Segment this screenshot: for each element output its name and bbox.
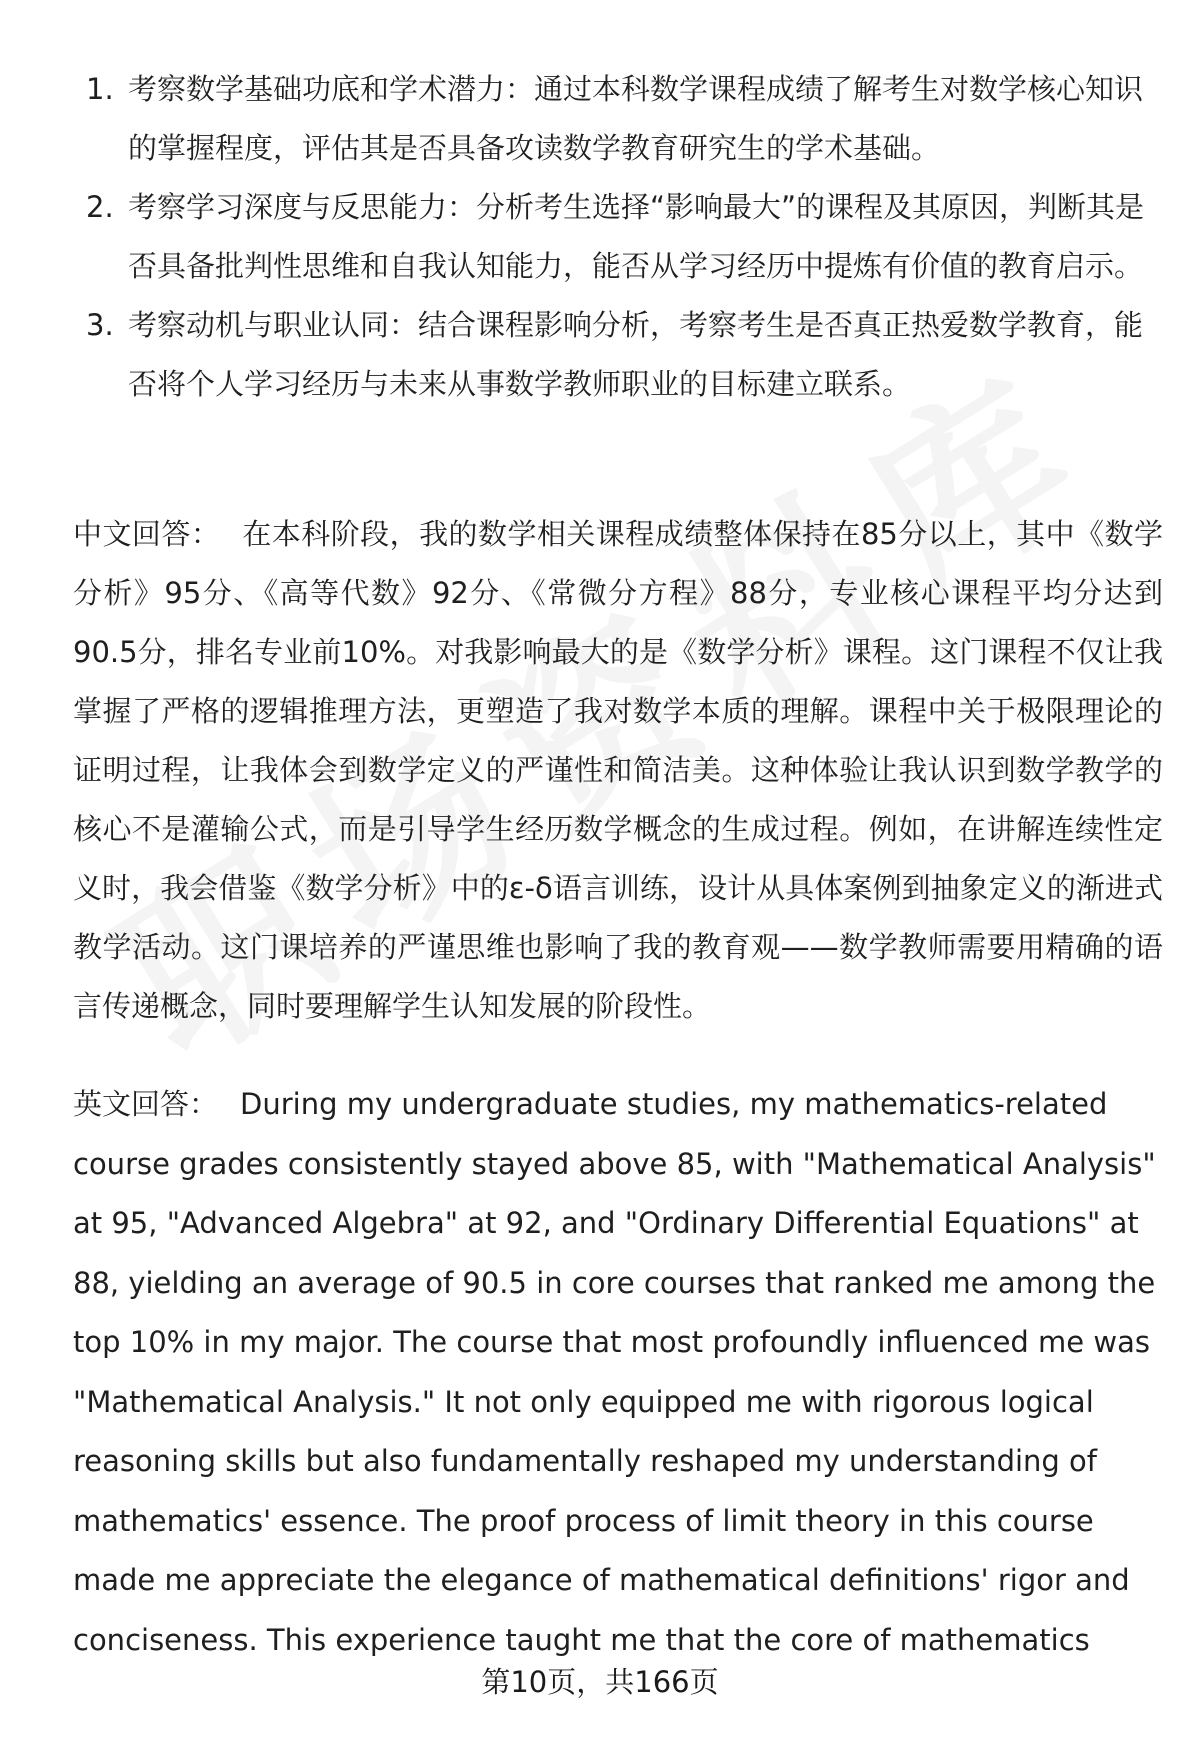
chinese-answer-text: 在本科阶段，我的数学相关课程成绩整体保持在85分以上，其中《数学分析》95分、《高等代数》92分、《常微分方程》88分，专业核心课程平均分达到90.5分，排名专业前10%。对我影响最大的是《数学分析》课程。这门课程不仅让我掌握了严格的逻辑推理方法，更塑造了我对数学本质的理解。课程中关于极限理论的证明过程，让我体会到数学定义的严谨性和简洁美。这种体验让我认识到数学教学的核心不是灌输公式，而是引导学生经历数学概念的生成过程。例如，在讲解连续性定义时，我会借鉴《数学分析》中的ε-δ语言训练，设计从具体案例到抽象定义的渐进式教学活动。这门课培养的严谨思维也影响了我的教育观——数学教师需要用精确的语言传递概念，同时要理解学生认知发展的阶段性。 [73, 517, 1163, 1023]
list-item-text: 考察动机与职业认同：结合课程影响分析，考察考生是否真正热爱数学教育，能否将个人学习经历与未来从事数学教师职业的目标建立联系。 [128, 308, 1144, 401]
english-answer-paragraph [73, 1075, 1163, 1670]
list-item [75, 178, 1145, 296]
list-item-text: 考察学习深度与反思能力：分析考生选择“影响最大”的课程及其原因，判断其是否具备批判性思维和自我认知能力，能否从学习经历中提炼有价值的教育启示。 [128, 190, 1145, 283]
list-item [75, 60, 1145, 178]
list-item [75, 296, 1145, 414]
chinese-answer-label: 中文回答： [73, 517, 221, 551]
list-item-number: 3. [86, 308, 114, 342]
list-item-number: 1. [86, 72, 114, 106]
list-item-number: 2. [86, 190, 114, 224]
english-answer-label: 英文回答： [73, 1087, 219, 1121]
chinese-answer-paragraph [73, 505, 1163, 1036]
page-number-footer: 第10页，共166页 [481, 1665, 719, 1699]
english-answer-text: During my undergraduate studies, my mathematics-related course grades consistently stayed above 85, with "Mathematical Analysis" at 95, "Advanced Algebra" at 92, and "Ordinary Differential Equations" at 88, yielding an average of 90.5 in core courses that ranked me among the top 10% in my major. The course that most profoundly influenced me was "Mathematical Analysis." It not only equipped me with rigorous logical reasoning skills but also fundamentally reshaped my understanding of mathematics' essence. The proof process of limit theory in this course made me appreciate the elegance of mathematical definitions' rigor and conciseness. This experience taught me that the core of mathematics [73, 1087, 1156, 1657]
list-item-text: 考察数学基础功底和学术潜力：通过本科数学课程成绩了解考生对数学核心知识的掌握程度，评估其是否具备攻读数学教育研究生的学术基础。 [128, 72, 1144, 165]
criteria-list [75, 60, 1145, 414]
